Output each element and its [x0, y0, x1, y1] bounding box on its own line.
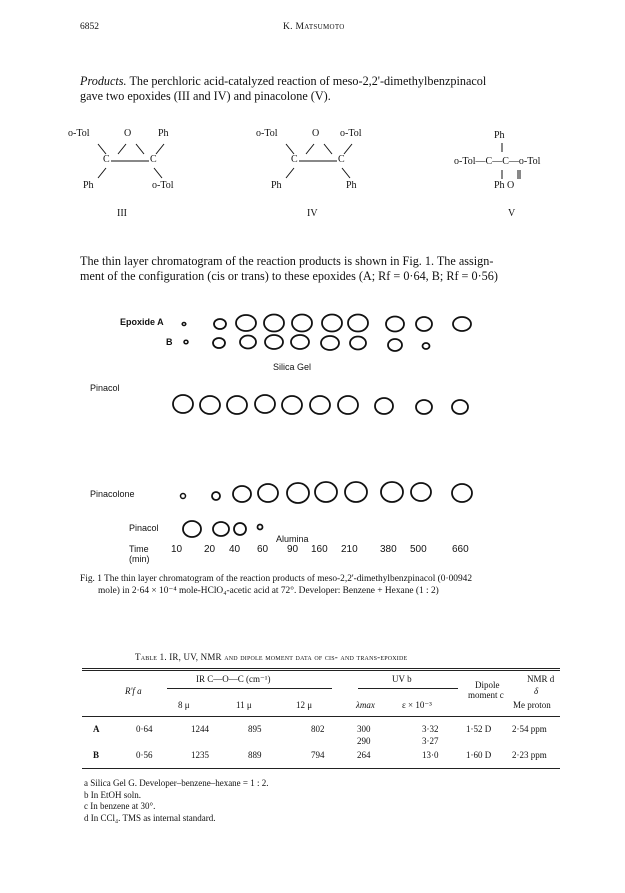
iv-top-left: o-Tol: [256, 128, 278, 139]
time-40: 40: [229, 544, 241, 555]
label-alumina: Alumina: [276, 534, 309, 544]
iii-bottom-right: o-Tol: [152, 180, 174, 191]
iii-bottom-left: Ph: [83, 180, 94, 191]
uv-rule: [358, 688, 458, 689]
row-b-ir8: 1235: [191, 750, 209, 760]
header-ir-12: 12 μ: [296, 700, 313, 710]
iv-oxygen: O: [312, 128, 320, 139]
row-b-id: B: [93, 750, 100, 760]
paragraph-2: [80, 254, 560, 284]
spot-p-7: [375, 398, 393, 414]
header-ir-8: 8 μ: [178, 700, 190, 710]
label-silica-gel: Silica Gel: [273, 362, 312, 372]
spot-a-8: [416, 317, 432, 331]
spot-b-3: [265, 335, 283, 349]
pinacol-silica-row: [173, 395, 468, 414]
intro-paragraph: [80, 74, 550, 104]
spot-pn-5: [315, 482, 337, 502]
label-pinacol-upper: Pinacol: [90, 383, 120, 393]
v-top: Ph: [494, 130, 505, 141]
epoxide-a-row: [182, 315, 471, 332]
pinacolone-row: [181, 482, 473, 503]
footnote-c: c In benzene at 30°.: [84, 801, 156, 811]
iv-bottom-right: Ph: [346, 180, 357, 191]
spot-p-9: [452, 400, 468, 414]
time-380: 380: [380, 544, 397, 555]
spot-b-7: [388, 339, 402, 351]
header-ir-11: 11 μ: [236, 700, 252, 710]
tlc-spots-svg: [0, 300, 625, 575]
iii-label: III: [117, 208, 127, 219]
iii-top-left: o-Tol: [68, 128, 90, 139]
spot-a-9: [453, 317, 471, 331]
row-a-ir12: 802: [311, 724, 325, 734]
header-uv: UV b: [392, 674, 412, 684]
row-b-rf: 0·56: [136, 750, 153, 760]
iv-c-left: C: [291, 154, 298, 165]
iv-top-right: o-Tol: [340, 128, 362, 139]
spot-p-3: [255, 395, 275, 413]
iv-label: IV: [307, 208, 318, 219]
label-pinacol-lower: Pinacol: [129, 523, 159, 533]
spot-b-2: [240, 336, 256, 349]
v-label: V: [508, 208, 516, 219]
iii-oxygen: O: [124, 128, 132, 139]
header-nmr-3: Me proton: [513, 700, 551, 710]
spot-a-6: [348, 315, 368, 332]
intro-line-2: gave two epoxides (III and IV) and pinacolone (V).: [80, 89, 331, 103]
spot-b-5: [321, 336, 339, 350]
row-a-ir11: 895: [248, 724, 262, 734]
row-a-dipole: 1·52 D: [466, 724, 492, 734]
table-title: Table 1. IR, UV, NMR and dipole moment data of cis- and trans-epoxide: [135, 652, 408, 662]
time-500: 500: [410, 544, 427, 555]
row-b-lmax: 264: [357, 750, 371, 760]
spot-b-0: [184, 340, 188, 344]
page-number: 6852: [80, 22, 99, 32]
spot-pn-4: [287, 483, 309, 503]
spot-pn-2: [233, 486, 251, 502]
row-a-ir8: 1244: [191, 724, 209, 734]
time-10: 10: [171, 544, 183, 555]
caption-line-2: mole) in 2·64 × 10⁻⁴ mole-HClO₄-acetic acid at 72°. Developer: Benzene + Hexane (1 : 2): [98, 586, 439, 596]
v-middle: o-Tol—C—C—o-Tol: [454, 156, 541, 167]
label-time-unit: (min): [129, 554, 150, 564]
time-160: 160: [311, 544, 328, 555]
row-b-ir11: 889: [248, 750, 262, 760]
header-ir: IR C—O—C (cm⁻¹): [196, 674, 271, 684]
spot-p-2: [227, 396, 247, 414]
iii-c-left: C: [103, 154, 110, 165]
row-b-dipole: 1·60 D: [466, 750, 492, 760]
spot-a-0: [182, 323, 186, 326]
spot-p-4: [282, 396, 302, 414]
table-top-rule-2: [82, 670, 560, 671]
tlc-figure: [0, 300, 625, 575]
footnote-b: b In EtOH soln.: [84, 789, 141, 800]
pinacol-alumina-row: [183, 521, 263, 537]
footnote-d: d In CCl₄. TMS as internal standard.: [84, 812, 216, 823]
running-author: K. Matsumoto: [283, 22, 345, 32]
spot-pn-3: [258, 484, 278, 502]
row-a-eps-2: 3·27: [422, 736, 439, 746]
table-bottom-rule: [82, 768, 560, 769]
row-a-lmax: 300: [357, 724, 371, 734]
table-top-rule: [82, 668, 560, 669]
spot-p-0: [173, 395, 193, 413]
spot-pn-1: [212, 492, 220, 500]
time-90: 90: [287, 544, 299, 555]
row-a-rf: 0·64: [136, 724, 153, 734]
time-60: 60: [257, 544, 269, 555]
spot-p-5: [310, 396, 330, 414]
paragraph-2-line-2: ment of the configuration (cis or trans) to these epoxides (A; Rf = 0·64, B; Rf = 0·56): [80, 269, 498, 283]
epoxide-b-row: [184, 335, 430, 351]
ir-rule: [167, 688, 332, 689]
spot-b-8: [423, 343, 430, 349]
intro-lead: Products.: [80, 74, 127, 88]
spot-pn-7: [381, 482, 403, 502]
chemical-structures: [70, 118, 570, 233]
iv-bottom-left: Ph: [271, 180, 282, 191]
header-lmax: λmax: [356, 700, 375, 710]
header-dipole-2: moment c: [468, 690, 504, 700]
iii-c-right: C: [150, 154, 157, 165]
spot-b-4: [291, 335, 309, 349]
row-a-id: A: [93, 724, 100, 734]
row-b-nmr: 2·23 ppm: [512, 750, 547, 760]
spot-pa-2: [234, 523, 246, 535]
spot-pa-3: [258, 525, 263, 530]
v-bottom: Ph O: [494, 180, 515, 191]
spot-a-1: [214, 319, 226, 329]
label-epoxide-a: Epoxide A: [120, 317, 164, 327]
label-b: B: [166, 337, 173, 347]
spot-pn-8: [411, 483, 431, 501]
spot-p-1: [200, 396, 220, 414]
spot-a-4: [292, 315, 312, 332]
header-nmr-2: δ: [534, 686, 539, 696]
spot-pn-0: [181, 494, 186, 499]
spot-p-6: [338, 396, 358, 414]
caption-line-1: Fig. 1 The thin layer chromatogram of the reaction products of meso-2,2'-dimethylbenzpinacol (0·00942: [80, 574, 473, 584]
spot-pn-9: [452, 484, 472, 502]
header-rf: R'f a: [125, 686, 142, 696]
footnote-a: a Silica Gel G. Developer–benzene–hexane = 1 : 2.: [84, 778, 269, 788]
label-time: Time: [129, 544, 149, 554]
header-eps: ε × 10⁻³: [402, 700, 432, 710]
row-b-ir12: 794: [311, 750, 325, 760]
spot-pa-1: [213, 522, 229, 536]
spot-b-1: [213, 338, 225, 348]
table-footnotes: [84, 778, 269, 824]
label-pinacolone: Pinacolone: [90, 489, 135, 499]
intro-line-1: [80, 74, 550, 89]
time-20: 20: [204, 544, 216, 555]
spot-pn-6: [345, 482, 367, 502]
iv-c-right: C: [338, 154, 345, 165]
row-a-lmax-2: 290: [357, 736, 371, 746]
figure-caption: [80, 573, 560, 597]
spot-a-7: [386, 317, 404, 332]
table-header-rule: [82, 716, 560, 717]
spot-p-8: [416, 400, 432, 414]
intro-line-1-text: The perchloric acid-catalyzed reaction of meso-2,2'-dimethylbenzpinacol: [129, 74, 487, 88]
spot-b-6: [350, 337, 366, 350]
spot-a-3: [264, 315, 284, 332]
time-660: 660: [452, 544, 469, 555]
time-210: 210: [341, 544, 358, 555]
paragraph-2-line-1: The thin layer chromatogram of the reaction products is shown in Fig. 1. The assign-: [80, 254, 494, 268]
spot-pa-0: [183, 521, 201, 537]
header-dipole-1: Dipole: [475, 680, 500, 690]
iii-top-right: Ph: [158, 128, 169, 139]
header-nmr-1: NMR d: [527, 674, 555, 684]
row-b-eps: 13·0: [422, 750, 439, 760]
spot-a-5: [322, 315, 342, 332]
spot-a-2: [236, 315, 256, 331]
row-a-nmr: 2·54 ppm: [512, 724, 547, 734]
row-a-eps: 3·32: [422, 724, 439, 734]
